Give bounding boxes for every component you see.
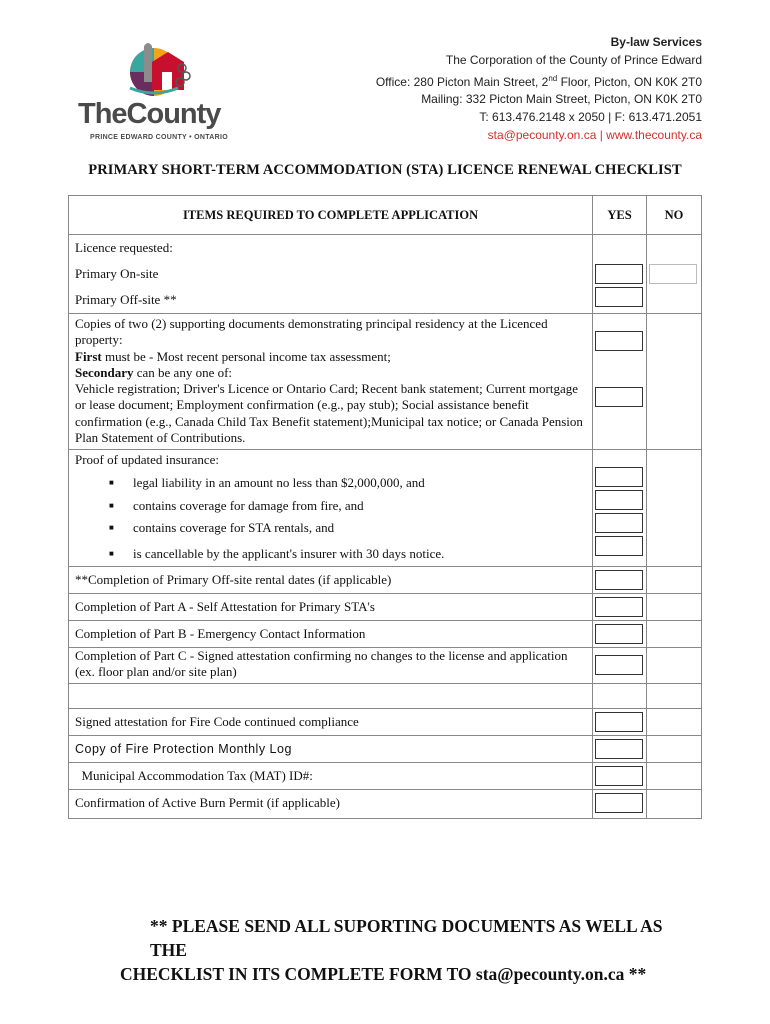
table-row — [69, 763, 702, 790]
burn-permit-label: Confirmation of Active Burn Permit (if applicable) — [75, 795, 340, 811]
checkbox-yes-cancellable[interactable] — [595, 536, 643, 556]
link-separator: | — [596, 127, 607, 142]
list-item: ■ is cancellable by the applicant's insurer with 30 days notice. — [69, 540, 592, 566]
email-link[interactable]: sta@pecounty.on.ca — [487, 127, 597, 142]
fire-log-label: Copy of Fire Protection Monthly Log — [75, 742, 292, 757]
part-b-label: Completion of Part B - Emergency Contact Information — [75, 625, 366, 641]
part-a-label: Completion of Part A - Self Attestation for Primary STA's — [75, 598, 375, 614]
contact-block — [376, 34, 702, 145]
table-row — [69, 684, 702, 709]
header-yes: YES — [593, 196, 647, 235]
checkbox-yes-first-document[interactable] — [595, 331, 643, 351]
logo-tagline: PRINCE EDWARD COUNTY • ONTARIO — [90, 134, 228, 141]
checkbox-no-primary-onsite[interactable] — [649, 264, 697, 284]
footer-line-2: CHECKLIST IN ITS COMPLETE FORM TO sta@pecounty.on.ca ** — [120, 964, 647, 984]
table-row — [69, 790, 702, 819]
insurance-label: Proof of updated insurance: — [75, 452, 220, 468]
checkbox-yes-offsite-dates[interactable] — [595, 570, 643, 590]
bullet-icon: ■ — [109, 500, 114, 510]
primary-offsite-label: Primary Off-site ** — [75, 292, 177, 307]
checkbox-yes-liability[interactable] — [595, 467, 643, 487]
table-row — [69, 566, 702, 593]
supporting-documents-text: Copies of two (2) supporting documents demonstrating principal residency at the Licenced property: First must be - Most recent personal income tax assessment; Secondary can be any one of: Vehicle registration; Driver's Licence or Ontario Card; Recent bank statement; Current mortgage or lease document; Employment confirmation (e.g., pay stub); Social assistance benefit confirmation (e.g., Canada Child Tax Benefit statement);Municipal tax notice; or Canada Pension Plan Statement of Contributions. — [75, 316, 583, 446]
mailing-address: Mailing: 332 Picton Main Street, Picton, ON K0K 2T0 — [421, 92, 702, 107]
fire-code-label: Signed attestation for Fire Code continued compliance — [75, 714, 359, 730]
table-row — [69, 709, 702, 736]
footer-note — [120, 914, 680, 986]
checkbox-yes-fire-code[interactable] — [595, 712, 643, 732]
table-row — [69, 647, 702, 684]
table-row — [69, 235, 702, 314]
part-c-label: Completion of Part C - Signed attestation confirming no changes to the license and application (ex. floor plan and/or site plan) — [75, 647, 568, 680]
offsite-dates-label: **Completion of Primary Off-site rental dates (if applicable) — [75, 571, 392, 587]
bullet-icon: ■ — [109, 523, 114, 533]
checklist-table — [68, 195, 702, 819]
phone-fax: T: 613.476.2148 x 2050 | F: 613.471.2051 — [479, 110, 702, 125]
logo-wordmark: TheCounty — [78, 98, 221, 130]
department-name: By-law Services — [610, 35, 702, 49]
list-item: ■ contains coverage for damage from fire, and — [69, 495, 592, 518]
checkbox-yes-primary-offsite[interactable] — [595, 287, 643, 307]
list-item: ■ contains coverage for STA rentals, and — [69, 517, 592, 540]
bullet-icon: ■ — [109, 478, 114, 488]
header-items: ITEMS REQUIRED TO COMPLETE APPLICATION — [69, 196, 593, 235]
table-row — [69, 314, 702, 450]
organization-name: The Corporation of the County of Prince Edward — [445, 52, 702, 67]
list-item: ■ legal liability in an amount no less than $2,000,000, and — [69, 472, 592, 495]
table-row — [69, 450, 702, 567]
primary-onsite-label: Primary On-site — [75, 266, 159, 281]
mat-label: Municipal Accommodation Tax (MAT) ID#: — [75, 768, 313, 784]
footer-line-1: ** PLEASE SEND ALL SUPORTING DOCUMENTS AS WELL AS THE — [150, 916, 663, 960]
table-row — [69, 593, 702, 620]
checkbox-yes-burn-permit[interactable] — [595, 793, 643, 813]
page-title: PRIMARY SHORT-TERM ACCOMMODATION (STA) LICENCE RENEWAL CHECKLIST — [88, 162, 682, 178]
county-logo-icon — [74, 38, 244, 148]
table-header-row — [69, 196, 702, 235]
checkbox-yes-fire-log[interactable] — [595, 739, 643, 759]
website-link[interactable]: www.thecounty.ca — [606, 127, 702, 142]
office-address: Office: 280 Picton Main Street, 2nd Floor, Picton, ON K0K 2T0 — [375, 73, 702, 89]
header-no: NO — [647, 196, 702, 235]
checkbox-yes-sta-coverage[interactable] — [595, 513, 643, 533]
checkbox-yes-mat[interactable] — [595, 766, 643, 786]
checkbox-yes-part-a[interactable] — [595, 597, 643, 617]
table-row — [69, 736, 702, 763]
table-row — [69, 620, 702, 647]
checkbox-yes-part-c[interactable] — [595, 655, 643, 675]
licence-requested-label: Licence requested: — [75, 240, 173, 255]
checkbox-yes-part-b[interactable] — [595, 624, 643, 644]
checkbox-yes-secondary-document[interactable] — [595, 387, 643, 407]
checkbox-yes-primary-onsite[interactable] — [595, 264, 643, 284]
checkbox-yes-fire-coverage[interactable] — [595, 490, 643, 510]
bullet-icon: ■ — [109, 548, 114, 558]
